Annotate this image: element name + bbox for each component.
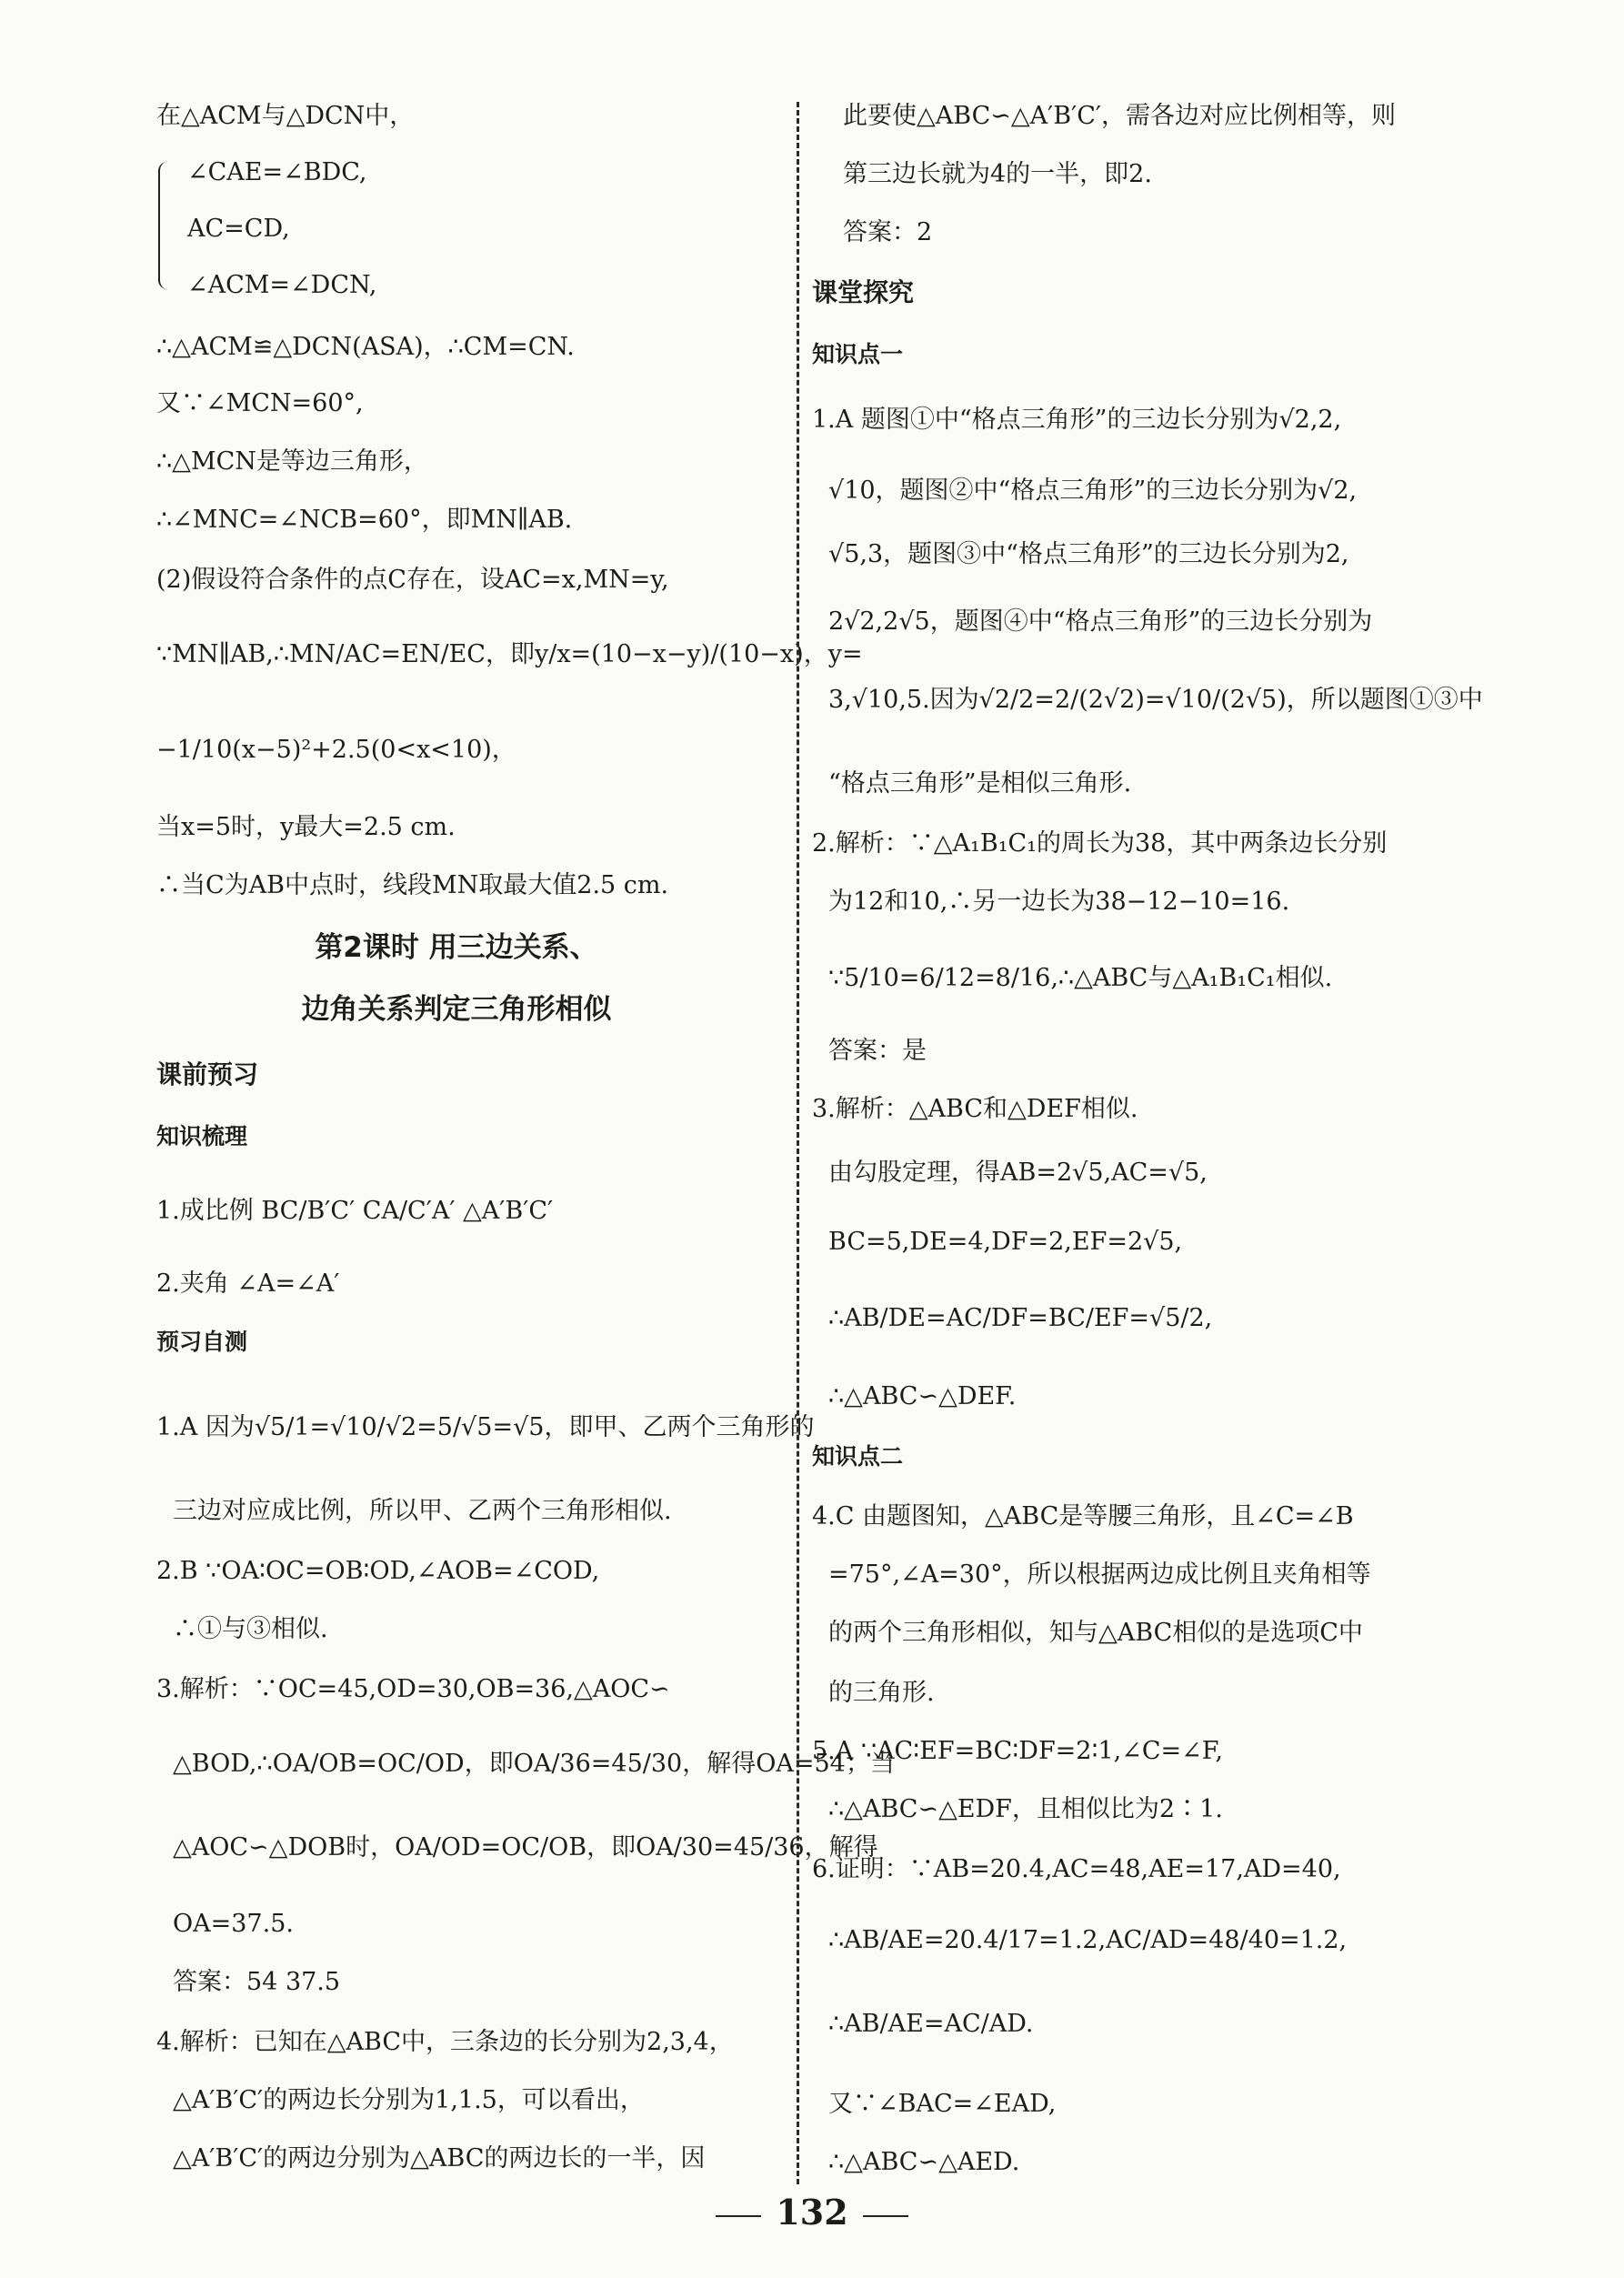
text-line: “格点三角形”是相似三角形.	[828, 769, 1132, 798]
text-line: ∵5/10=6/12=8/16,∴△ABC与△A₁B₁C₁相似.	[828, 964, 1333, 992]
section-heading: 知识梳理	[156, 1123, 248, 1149]
text-line: △AOC∽△DOB时，OA/OD=OC/OB，即OA/30=45/36，解得	[173, 1833, 878, 1862]
text-line: 又∵∠MCN=60°,	[156, 389, 364, 417]
text-line: 答案：2	[843, 218, 933, 246]
text-line: 答案：54 37.5	[173, 1968, 341, 1996]
text-line: 当x=5时，y最大=2.5 cm.	[156, 813, 456, 841]
text-line: 2.解析：∵△A₁B₁C₁的周长为38，其中两条边长分别	[812, 829, 1388, 858]
text-line: =75°,∠A=30°，所以根据两边成比例且夹角相等	[828, 1560, 1371, 1589]
column-divider	[797, 102, 799, 2184]
text-line: 在△ACM与△DCN中，	[156, 102, 415, 130]
text-line: ∠ACM=∠DCN,	[187, 271, 377, 299]
text-line: 由勾股定理，得AB=2√5,AC=√5,	[828, 1159, 1208, 1187]
text-line: 2√2,2√5，题图④中“格点三角形”的三边长分别为	[828, 607, 1373, 636]
text-line: 3.解析：△ABC和△DEF相似.	[812, 1095, 1138, 1123]
text-line: 1.成比例 BC/B′C′ CA/C′A′ △A′B′C′	[156, 1197, 554, 1225]
text-line: BC=5,DE=4,DF=2,EF=2√5,	[828, 1228, 1183, 1256]
text-line: ∴AB/AE=20.4/17=1.2,AC/AD=48/40=1.2,	[828, 1926, 1348, 1954]
page-number-footer	[0, 2192, 1624, 2233]
text-line: 2.夹角 ∠A=∠A′	[156, 1269, 340, 1298]
text-line: 第三边长就为4的一半，即2.	[843, 160, 1152, 188]
section-heading: 课前预习	[156, 1059, 259, 1089]
text-line: ∴①与③相似.	[173, 1615, 328, 1643]
text-line: ∴△MCN是等边三角形，	[156, 447, 428, 476]
text-line: −1/10(x−5)²+2.5(0<x<10)，	[156, 736, 516, 764]
text-line: ∴△ACM≌△DCN(ASA)，∴CM=CN.	[156, 333, 575, 361]
section-heading: 第2课时 用三边关系、	[315, 931, 598, 964]
text-line: 1.A 题图①中“格点三角形”的三边长分别为√2,2,	[812, 406, 1342, 434]
text-line: 2.B ∵OA∶OC=OB∶OD,∠AOB=∠COD,	[156, 1557, 600, 1585]
text-line: 为12和10,∴另一边长为38−12−10=16.	[828, 888, 1290, 916]
section-heading: 知识点一	[812, 341, 904, 367]
text-line: ∴当C为AB中点时，线段MN取最大值2.5 cm.	[156, 871, 669, 899]
text-line: 4.C 由题图知，△ABC是等腰三角形，且∠C=∠B	[812, 1502, 1354, 1530]
text-line: √10，题图②中“格点三角形”的三边长分别为√2,	[828, 477, 1358, 505]
text-line: 三边对应成比例，所以甲、乙两个三角形相似.	[173, 1497, 672, 1525]
text-line: ∴△ABC∽△DEF.	[828, 1382, 1017, 1410]
text-line: 6.证明：∵AB=20.4,AC=48,AE=17,AD=40,	[812, 1855, 1341, 1883]
text-line: 3,√10,5.因为√2/2=2/(2√2)=√10/(2√5)，所以题图①③中	[828, 686, 1483, 714]
text-line: △BOD,∴OA/OB=OC/OD，即OA/36=45/30，解得OA=54；当	[173, 1750, 895, 1778]
text-line: 答案：是	[828, 1037, 927, 1065]
section-heading: 预习自测	[156, 1329, 248, 1355]
section-heading: 课堂探究	[812, 277, 915, 307]
text-line: ∴AB/DE=AC/DF=BC/EF=√5/2,	[828, 1304, 1213, 1332]
text-line: √5,3，题图③中“格点三角形”的三边长分别为2,	[828, 540, 1349, 568]
text-line: 3.解析：∵OC=45,OD=30,OB=36,△AOC∽	[156, 1675, 670, 1703]
text-line: 的两个三角形相似，知与△ABC相似的是选项C中	[828, 1619, 1363, 1647]
text-line: 4.解析：已知在△ABC中，三条边的长分别为2,3,4，	[156, 2028, 734, 2056]
text-line: ∴△ABC∽△AED.	[828, 2148, 1020, 2176]
text-line: ∠CAE=∠BDC,	[187, 158, 367, 186]
text-line: △A′B′C′的两边长分别为1,1.5，可以看出，	[173, 2086, 645, 2114]
equation-brace	[158, 162, 171, 289]
section-heading: 边角关系判定三角形相似	[301, 993, 612, 1026]
text-line: 此要使△ABC∽△A′B′C′，需各边对应比例相等，则	[843, 102, 1397, 130]
page-number: 132	[776, 2192, 848, 2233]
text-line: 的三角形.	[828, 1679, 935, 1707]
text-line: ∴AB/AE=AC/AD.	[828, 2010, 1034, 2038]
text-line: ∴∠MNC=∠NCB=60°，即MN∥AB.	[156, 506, 573, 534]
text-line: △A′B′C′的两边分别为△ABC的两边长的一半，因	[173, 2144, 706, 2173]
footer-dash-right	[863, 2215, 908, 2217]
text-line: ∴△ABC∽△EDF，且相似比为2∶1.	[828, 1795, 1223, 1823]
section-heading: 知识点二	[812, 1443, 904, 1470]
text-line: (2)假设符合条件的点C存在，设AC=x,MN=y,	[156, 566, 669, 594]
text-line: OA=37.5.	[173, 1910, 294, 1938]
text-line: 1.A 因为√5/1=√10/√2=5/√5=√5，即甲、乙两个三角形的	[156, 1413, 815, 1441]
text-line: ∵MN∥AB,∴MN/AC=EN/EC，即y/x=(10−x−y)/(10−x)，y=	[156, 640, 863, 668]
text-line: AC=CD,	[187, 215, 290, 243]
footer-dash-left	[716, 2215, 761, 2217]
text-line: 又∵∠BAC=∠EAD,	[828, 2090, 1057, 2118]
text-line: 5.A ∵AC∶EF=BC∶DF=2∶1,∠C=∠F,	[812, 1737, 1223, 1765]
